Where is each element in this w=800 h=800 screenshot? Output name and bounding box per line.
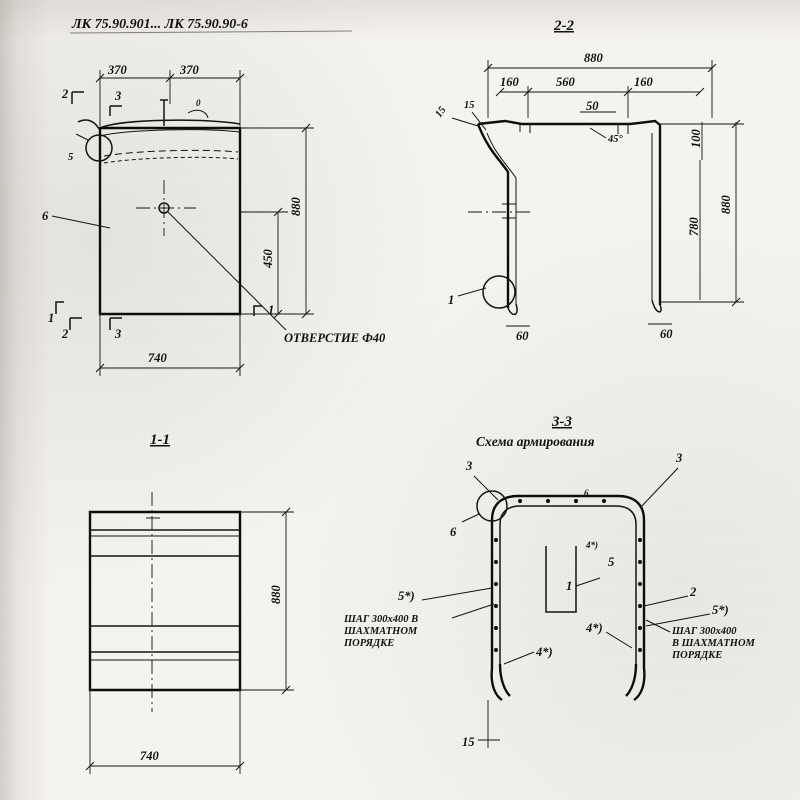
mark-6-label: 6 <box>42 209 49 223</box>
dim-15-left: 15 <box>433 104 449 120</box>
section-mark-3-bottom: 3 <box>115 327 122 341</box>
section-2-2-title: 2-2 <box>554 18 574 34</box>
section-mark-2-bottom: 2 <box>62 327 69 341</box>
mark-5-star-left: 5*) <box>398 589 415 603</box>
mark-5-star-right: 5*) <box>712 603 729 617</box>
note-right-line-2: В ШАХМАТНОМ <box>672 638 755 649</box>
dim-370-left: 370 <box>108 63 127 77</box>
note-left-line-1: ШАГ 300х400 В <box>344 614 419 625</box>
dim-160-left: 160 <box>500 75 519 89</box>
dim-450-right: 450 <box>261 249 275 268</box>
rebar-dots <box>494 499 642 652</box>
section-mark-3-top: 3 <box>115 89 122 103</box>
mark-4-inner: 4*) <box>586 540 598 550</box>
section-3-3-view <box>343 414 756 749</box>
dim-50: 50 <box>586 99 599 113</box>
note-right-line-1: ШАГ 300х400 <box>672 626 737 637</box>
mark-3-right: 3 <box>676 451 683 465</box>
dim-zero-label: 0 <box>196 98 201 108</box>
section-2-2-view <box>433 18 744 343</box>
dim-780-right: 780 <box>687 217 701 236</box>
dim-100-right: 100 <box>689 129 703 148</box>
section-mark-1-right: 1 <box>268 303 275 317</box>
sheet-code-label: ЛК 75.90.901... ЛК 75.90.90-6 <box>72 17 248 32</box>
section-3-3-title: 3-3 <box>552 414 572 430</box>
dim-560-mid: 560 <box>556 75 575 89</box>
mark-4-bottom-left: 4*) <box>536 645 553 659</box>
dim-740-section-1-1: 740 <box>140 749 159 763</box>
dim-370-right: 370 <box>180 63 199 77</box>
hole-note-label: ОТВЕРСТИЕ Ф40 <box>284 331 386 345</box>
dim-160-right: 160 <box>634 75 653 89</box>
section-mark-1-left: 1 <box>48 311 55 325</box>
section-mark-2-top: 2 <box>62 87 69 101</box>
mark-1-rebar: 1 <box>566 579 573 593</box>
mark-6-rebar: 6 <box>450 525 457 539</box>
main-elevation-view <box>42 63 386 376</box>
dim-60-left: 60 <box>516 329 529 343</box>
note-right-line-3: ПОРЯДКЕ <box>672 650 723 661</box>
note-left-line-2: ШАХМАТНОМ <box>344 626 418 637</box>
dim-740-bottom: 740 <box>148 351 167 365</box>
dim-880-right-2: 880 <box>719 195 733 214</box>
mark-3-left: 3 <box>466 459 473 473</box>
mark-1-label: 1 <box>448 293 455 307</box>
section-1-1-view <box>86 432 294 774</box>
mark-4-bottom-right: 4*) <box>586 621 603 635</box>
mark-5-inner: 5 <box>608 555 615 569</box>
section-1-1-title: 1-1 <box>150 432 170 448</box>
section-3-3-subtitle: Схема армирования <box>476 434 595 449</box>
dim-880-top: 880 <box>584 51 603 65</box>
angle-45-label: 45° <box>608 134 623 145</box>
note-left-line-3: ПОРЯДКЕ <box>344 638 395 649</box>
mark-5-label: 5 <box>68 152 74 163</box>
dim-880-section-1-1: 880 <box>269 585 283 604</box>
dim-880-right: 880 <box>289 197 303 216</box>
mark-2-rebar: 2 <box>690 585 697 599</box>
dim-15-bottom: 15 <box>462 735 475 749</box>
dim-15-right: 15 <box>464 100 475 111</box>
dim-60-right: 60 <box>660 327 673 341</box>
mark-6-top: 6 <box>584 488 589 498</box>
